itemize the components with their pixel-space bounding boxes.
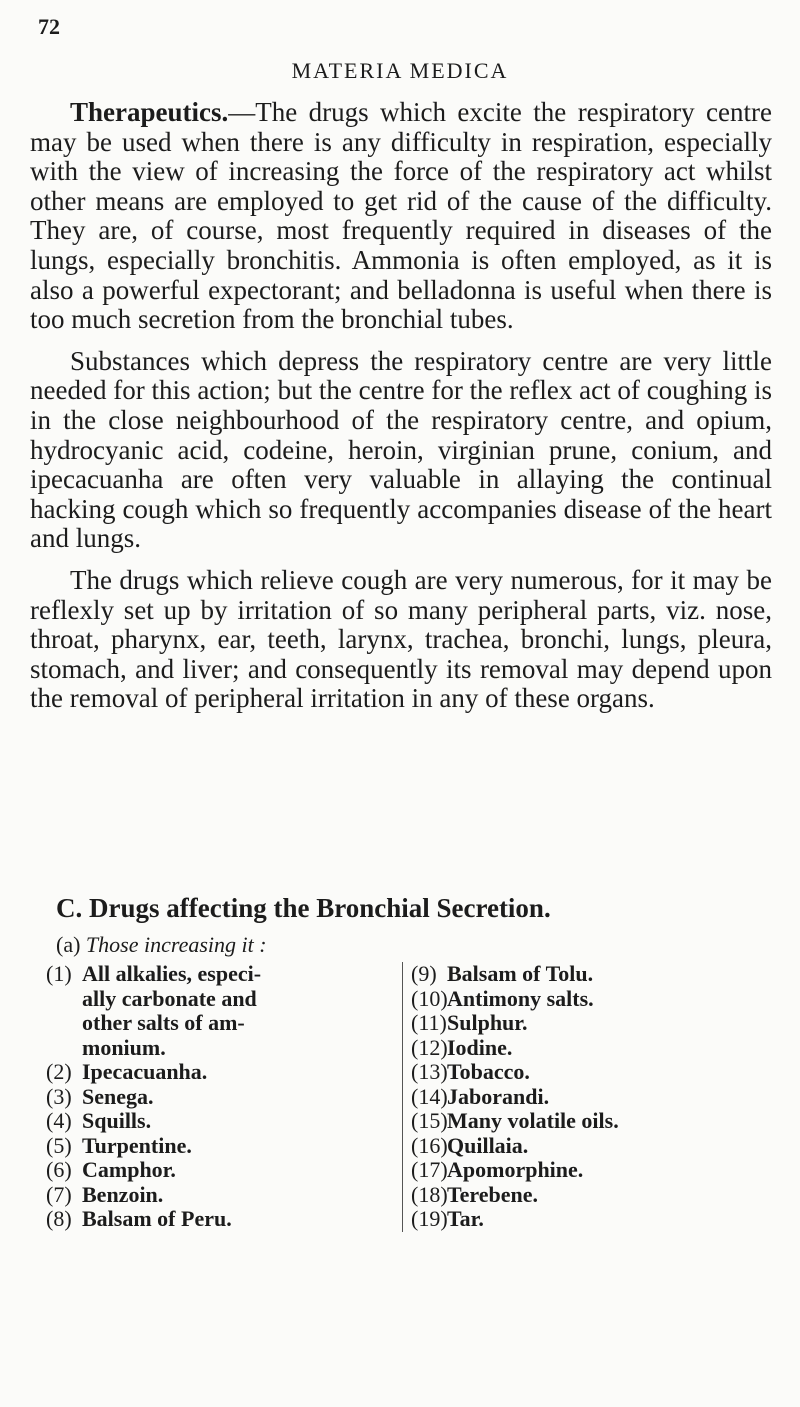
drug-list-item bbox=[46, 1158, 346, 1183]
drug-list-item bbox=[411, 1183, 781, 1208]
paragraph-therapeutics bbox=[30, 98, 772, 335]
drug-list-item bbox=[411, 1207, 781, 1232]
drug-name-line: Squills. bbox=[82, 1108, 152, 1133]
drug-name bbox=[447, 1134, 528, 1159]
drug-name bbox=[447, 1207, 484, 1232]
item-number: (9) bbox=[411, 961, 437, 986]
paragraph-text: —The drugs which excite the respiratory centre may be used when there is any difficulty in respiration, especially with the view of increasing the force of the respiratory act whilst other means are employed to get rid of the cause of the difficulty. They are, of course, most frequently required in diseases of the lungs, especially bronchitis. Ammonia is often employed, as it is also a powerful expectorant; and belladonna is useful when there is too much secretion from the bronchial tubes. bbox=[30, 97, 772, 335]
paragraph-depressants bbox=[30, 347, 772, 554]
item-number: (17) bbox=[411, 1157, 448, 1182]
item-number: (14) bbox=[411, 1083, 448, 1109]
drug-list-item bbox=[411, 1060, 781, 1085]
drug-list-item bbox=[411, 1158, 781, 1183]
drug-name-line: Terebene. bbox=[447, 1181, 539, 1207]
drug-name-line: Ipecacuanha. bbox=[82, 1059, 208, 1084]
drug-name-line: monium. bbox=[82, 1034, 166, 1060]
item-number: (15) bbox=[411, 1108, 448, 1133]
item-number: (6) bbox=[46, 1157, 72, 1182]
drug-name-line: Quillaia. bbox=[447, 1132, 529, 1158]
drug-name bbox=[82, 1109, 151, 1134]
drug-name bbox=[447, 1085, 549, 1110]
drug-list-item bbox=[46, 1134, 346, 1159]
drug-name bbox=[82, 1060, 207, 1085]
drug-list-item bbox=[46, 1109, 346, 1134]
page-number: 72 bbox=[38, 14, 60, 39]
drug-name-line: ally carbonate and bbox=[82, 985, 257, 1011]
drug-list-item bbox=[411, 1036, 781, 1061]
item-number: (1) bbox=[46, 961, 72, 986]
drug-name bbox=[447, 1036, 512, 1061]
drug-name-line: Turpentine. bbox=[82, 1132, 192, 1158]
drug-name-line: Camphor. bbox=[82, 1157, 176, 1182]
drug-name bbox=[82, 1158, 176, 1183]
drug-name bbox=[447, 962, 593, 987]
drug-name-line: All alkalies, especi- bbox=[82, 961, 262, 986]
section-heading: C. Drugs affecting the Bronchial Secretion. bbox=[56, 893, 551, 923]
drug-list-item bbox=[411, 1011, 781, 1036]
drug-name-line: Balsam of Tolu. bbox=[447, 961, 594, 986]
drug-list-item bbox=[46, 1085, 346, 1110]
drug-name-line: Jaborandi. bbox=[447, 1083, 550, 1109]
paragraph-text: The drugs which relieve cough are very numerous, for it may be reflexly set up by irritation of so many peripheral parts, viz. nose, throat, pharynx, ear, teeth, larynx, trachea, bronchi, lungs, pleura, stomach, and liver; and consequently its removal may depend upon the removal of peripheral irritation in any of these organs. bbox=[30, 564, 772, 714]
drug-name-line: Tobacco. bbox=[447, 1059, 530, 1084]
drug-list-item bbox=[46, 1060, 346, 1085]
paragraph-text: Substances which depress the respiratory centre are very little needed for this action; but the centre for the reflex act of coughing is in the close neighbourhood of the respiratory centre, and opium, hydrocyanic acid, codeine, heroin, virginian prune, conium, and ipecacuanha are often very valuable in allaying the continual hacking cough which so frequently accompanies disease of the heart and lungs. bbox=[30, 345, 772, 554]
drug-list-item bbox=[46, 1207, 346, 1232]
drug-list-left bbox=[46, 962, 346, 1232]
drug-list-item bbox=[411, 962, 781, 987]
drug-name-line: Sulphur. bbox=[447, 1010, 528, 1035]
drug-list-item bbox=[46, 962, 346, 1060]
subsection-text: Those increasing it : bbox=[85, 932, 267, 957]
drug-name-line: Senega. bbox=[82, 1083, 154, 1109]
item-number: (2) bbox=[46, 1059, 72, 1084]
drug-name-line: Iodine. bbox=[447, 1034, 513, 1060]
item-number: (18) bbox=[411, 1181, 448, 1207]
drug-name bbox=[82, 962, 261, 1060]
paragraph-cough bbox=[30, 566, 772, 714]
drug-list-item bbox=[411, 1134, 781, 1159]
drug-list-right bbox=[402, 962, 781, 1232]
run-in-heading: Therapeutics. bbox=[70, 97, 229, 127]
drug-name-line: Tar. bbox=[447, 1206, 484, 1231]
item-number: (7) bbox=[46, 1181, 72, 1207]
drug-list-item bbox=[46, 1183, 346, 1208]
item-number: (10) bbox=[411, 985, 448, 1011]
drug-name-line: Apomorphine. bbox=[447, 1157, 584, 1182]
drug-list-item bbox=[411, 987, 781, 1012]
drug-name-line: Benzoin. bbox=[82, 1181, 164, 1207]
drug-name bbox=[447, 1011, 528, 1036]
drug-name bbox=[447, 1183, 538, 1208]
drug-name-line: other salts of am- bbox=[82, 1010, 245, 1035]
item-number: (12) bbox=[411, 1034, 448, 1060]
subsection-heading bbox=[56, 932, 267, 958]
drug-name bbox=[82, 1085, 154, 1110]
drug-name bbox=[447, 1060, 530, 1085]
drug-name bbox=[82, 1134, 192, 1159]
item-number: (3) bbox=[46, 1083, 72, 1109]
item-number: (4) bbox=[46, 1108, 72, 1133]
drug-name bbox=[82, 1207, 232, 1232]
drug-name bbox=[447, 1109, 619, 1134]
drug-name-line: Antimony salts. bbox=[447, 985, 594, 1011]
item-number: (8) bbox=[46, 1206, 72, 1231]
subsection-label: (a) bbox=[56, 932, 81, 957]
body-text bbox=[30, 98, 772, 714]
drug-list-item bbox=[411, 1109, 781, 1134]
drug-name-line: Balsam of Peru. bbox=[82, 1206, 232, 1231]
running-head: MATERIA MEDICA bbox=[291, 58, 509, 83]
item-number: (16) bbox=[411, 1132, 448, 1158]
item-number: (5) bbox=[46, 1132, 72, 1158]
item-number: (11) bbox=[411, 1010, 447, 1035]
drug-name-line: Many volatile oils. bbox=[447, 1108, 619, 1133]
drug-name bbox=[82, 1183, 163, 1208]
drug-name bbox=[447, 987, 594, 1012]
item-number: (19) bbox=[411, 1206, 448, 1231]
drug-name bbox=[447, 1158, 583, 1183]
drug-list-item bbox=[411, 1085, 781, 1110]
item-number: (13) bbox=[411, 1059, 448, 1084]
